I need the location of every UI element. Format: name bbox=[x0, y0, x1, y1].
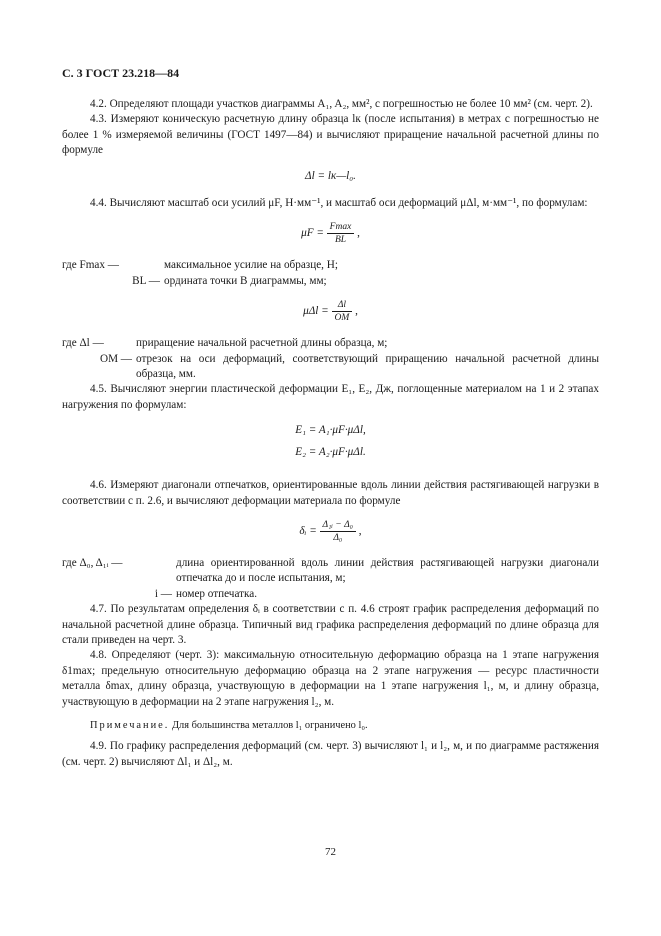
definition-delta-l bbox=[62, 336, 599, 351]
formula-mu-dl-numerator: Δl bbox=[332, 299, 353, 312]
formula-mu-f bbox=[62, 221, 599, 246]
paragraph-4-7: 4.7. По результатам определения δᵢ в соответствии с п. 4.6 строят график распределения деформаций по начальной расчетной длине образца. Типичный вид графика распределения деформаций по длине образца для стали приведен на черт. 3. bbox=[62, 603, 599, 646]
formula-delta-i-denominator: Δ₀ bbox=[333, 532, 343, 543]
page-number: 72 bbox=[325, 846, 336, 858]
definition-symbol: OM — bbox=[99, 352, 132, 365]
definition-index bbox=[62, 587, 599, 602]
paragraph-4-6: 4.6. Измеряют диагонали отпечатков, ориентированные вдоль линии действия растягивающей нагрузки в соответствии с п. 2.6, и вычисляют деформации материала по формуле bbox=[62, 479, 599, 507]
formula-delta-l: Δl = lк—l₀. bbox=[305, 169, 356, 182]
definition-text: номер отпечатка. bbox=[176, 587, 258, 600]
definition-symbol: BL — bbox=[132, 274, 160, 287]
definition-text: ордината точки B диаграммы, мм; bbox=[164, 274, 327, 287]
definition-symbol: где Δl — bbox=[62, 337, 104, 350]
formula-delta-i bbox=[62, 519, 599, 544]
definition-diagonals bbox=[62, 556, 599, 587]
formula-mu-f-numerator: Fmax bbox=[327, 221, 355, 234]
formula-mu-dl-fraction bbox=[332, 299, 353, 324]
definition-om bbox=[62, 352, 599, 383]
note bbox=[62, 718, 599, 733]
definition-symbol: где Fmax — bbox=[62, 259, 119, 272]
definition-symbol: где Δ₀, Δ₁ᵢ — bbox=[62, 556, 123, 569]
definition-text: максимальное усилие на образце, Н; bbox=[164, 259, 338, 272]
paragraph-4-3: 4.3. Измеряют коническую расчетную длину образца lк (после испытания) в метрах с погрешностью не более 1 % измеряемой величины (ГОСТ 1497—84) и вычисляют приращение начальной расчетной длины по формуле bbox=[62, 113, 599, 157]
formula-mu-dl-tail: , bbox=[355, 305, 358, 318]
page-header: С. 3 ГОСТ 23.218—84 bbox=[62, 66, 180, 80]
formula-delta-i-lhs: δᵢ = bbox=[299, 524, 317, 537]
definition-text: отрезок на оси деформаций, соответствующий приращению начальной расчетной длины образца, мм. bbox=[136, 352, 599, 381]
formula-e2: E₂ = A₂·μF·μΔl. bbox=[295, 445, 366, 458]
definition-fmax bbox=[62, 258, 599, 273]
paragraph-4-9: 4.9. По графику распределения деформаций (см. черт. 3) вычисляют l₁ и l₂, м, и по диаграмме растяжения (см. черт. 2) вычисляют Δl₁ и Δl₂, м. bbox=[62, 740, 599, 768]
formula-e1: E₁ = A₁·μF·μΔl, bbox=[295, 424, 366, 437]
formula-delta-i-fraction bbox=[320, 519, 356, 544]
definition-text: длина ориентированной вдоль линии действия растягивающей нагрузки диагонали отпечатка до и после испытания, м; bbox=[176, 556, 599, 585]
formula-mu-f-lhs: μF = bbox=[301, 227, 324, 240]
definition-symbol: i — bbox=[154, 587, 172, 600]
definition-bl bbox=[62, 274, 599, 289]
formula-mu-f-fraction bbox=[327, 221, 355, 246]
note-text: Для большинства металлов l₁ ограничено l₀. bbox=[171, 719, 368, 731]
formula-mu-f-denominator: BL bbox=[334, 235, 347, 246]
formula-mu-dl-denominator: OM bbox=[334, 313, 350, 324]
formula-delta-i-numerator: Δ₁ᵢ − Δ₀ bbox=[320, 519, 356, 532]
formula-mu-dl bbox=[62, 299, 599, 324]
formula-delta-i-tail: , bbox=[358, 524, 362, 537]
formula-mu-dl-lhs: μΔl = bbox=[303, 305, 329, 318]
definition-text: приращение начальной расчетной длины образца, м; bbox=[136, 337, 388, 350]
paragraph-4-2: 4.2. Определяют площади участков диаграммы A₁, A₂, мм², с погрешностью не более 10 мм² (см. черт. 2). bbox=[90, 98, 593, 110]
note-label: Примечание. bbox=[90, 719, 170, 731]
document-body bbox=[62, 97, 599, 770]
formula-mu-f-tail: , bbox=[357, 227, 360, 240]
paragraph-4-4: 4.4. Вычисляют масштаб оси усилий μF, Н·мм⁻¹, и масштаб оси деформаций μΔl, м·мм⁻¹, по формулам: bbox=[90, 197, 588, 210]
paragraph-4-8: 4.8. Определяют (черт. 3): максимальную относительную деформацию образца на 1 этапе нагружения δ1max; предельную относительную деформацию образца на 2 этапе нагружения — ресурс пластичности металла δmax, длину образца, участвующую в деформации на 1 этапе нагружения l₁, м, и длину образца, участвующую в деформации на 2 этапе нагружения l₂, м. bbox=[62, 649, 599, 708]
paragraph-4-5: 4.5. Вычисляют энергии пластической деформации E₁, E₂, Дж, поглощенные материалом на 1 и 2 этапах нагружения по формулам: bbox=[62, 383, 599, 411]
